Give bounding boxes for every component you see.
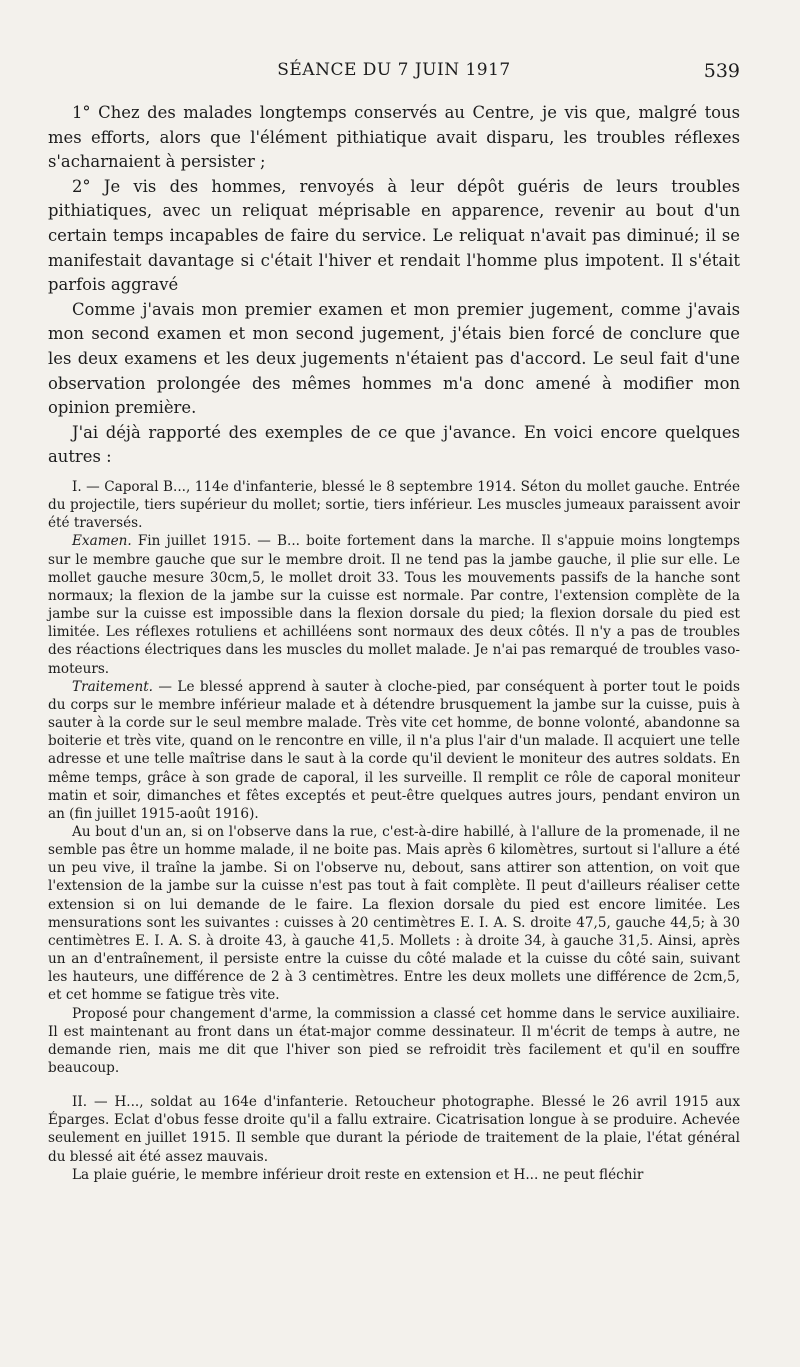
treatment-text: — Le blessé apprend à sauter à cloche-pied, par conséquent à porter tout le poids du corps sur le membre inférieur malade et à détendre brusquement la jambe sur la cuisse, puis à sauter à la corde sur le seul membre malade. Très vite cet homme, de bonne volonté, abandonne sa boiterie et très vite, quand on le rencontre en ville, il n'a plus l'air d'un malade. Il acquiert une telle adresse et une telle maîtrise dans le saut à la corde qu'il devient le moniteur des autres soldats. En même temps, grâce à son grade de caporal, il les surveille. Il remplit ce rôle de caporal moniteur matin et soir, dimanches et fêtes exceptés et peut-être quelques autres jours, pendant environ un an (fin juillet 1915-août 1916). bbox=[48, 678, 740, 822]
case-2-continuation: La plaie guérie, le membre inférieur droit reste en extension et H... ne peut fléchir bbox=[72, 1166, 644, 1183]
case-2-intro: II. — H..., soldat au 164e d'infanterie. Retoucheur photographe. Blessé le 26 avril 1915 aux Éparges. Eclat d'obus fesse droite qu'il a fallu extraire. Cicatrisation longue à se produire. Achevée seulement en juillet 1915. Il semble que durant la période de traitement de la plaie, l'état général du blessé ait été assez mauvais. bbox=[48, 1094, 740, 1165]
page-number: 539 bbox=[703, 60, 740, 82]
case-1-treatment bbox=[48, 678, 740, 823]
paragraph: 2° Je vis des hommes, renvoyés à leur dépôt guéris de leurs troubles pithiatiques, avec un reliquat méprisable en apparence, revenir au bout d'un certain temps incapables de faire du service. Le reliquat n'avait pas diminué; il se manifestait davantage si c'était l'hiver et rendait l'homme plus impotent. Il s'était parfois aggravé bbox=[48, 176, 740, 295]
treatment-label: Traitement. bbox=[72, 678, 153, 695]
exam-label: Examen. bbox=[72, 533, 132, 550]
exam-text: Fin juillet 1915. — B... boite fortement dans la marche. Il s'appuie moins longtemps sur le membre gauche que sur le membre droit. Il ne tend pas la jambe gauche, il plie sur elle. Le mollet gauche mesure 30cm,5, le mollet droit 33. Tous les mouvements passifs de la hanche sont normaux; la flexion de la jambe sur la cuisse est normale. Par contre, l'extension complète de la jambe sur la cuisse est impossible dans la flexion dorsale du pied; la flexion dorsale du pied est limitée. Les réflexes rotuliens et achilléens sont normaux des deux côtés. Il n'y a pas de troubles des réactions électriques dans les muscles du mollet malade. Je n'ai pas remarqué de troubles vaso-moteurs. bbox=[48, 533, 740, 677]
case-1-exam bbox=[48, 532, 740, 677]
case-1-followup: Au bout d'un an, si on l'observe dans la rue, c'est-à-dire habillé, à l'allure de la promenade, il ne semble pas être un homme malade, il ne boite pas. Mais après 6 kilomètres, surtout si l'allure a été un peu vive, il traîne la jambe. Si on l'observe nu, debout, sans attirer son attention, on voit que l'extension de la jambe sur la cuisse n'est pas tout à fait complète. Il peut d'ailleurs réaliser cette extension si on lui demande de le faire. La flexion dorsale du pied est encore limitée. Les mensurations sont les suivantes : cuisses à 20 centimètres E. I. A. S. droite 47,5, gauche 44,5; à 30 centimètres E. I. A. S. à droite 43, à gauche 41,5. Mollets : à droite 34, à gauche 31,5. Ainsi, après un an d'entraînement, il persiste entre la cuisse du côté malade et la cuisse du côté sain, suivant les hauteurs, une différence de 2 à 3 centimètres. Entre les deux mollets une différence de 2cm,5, et cet homme se fatigue très vite. bbox=[48, 823, 740, 1004]
case-reports bbox=[48, 478, 740, 1184]
case-1-outcome: Proposé pour changement d'arme, la commission a classé cet homme dans le service auxiliaire. Il est maintenant au front dans un état-major comme dessinateur. Il m'écrit de temps à autre, ne demande rien, mais me dit que l'hiver son pied se refroidit très facilement et qu'il en souffre beaucoup. bbox=[48, 1005, 740, 1076]
paragraph: Comme j'avais mon premier examen et mon premier jugement, comme j'avais mon second examen et mon second jugement, j'étais bien forcé de conclure que les deux examens et les deux jugements n'étaient pas d'accord. Le seul fait d'une observation prolongée des mêmes hommes m'a donc amené à modifier mon opinion première. bbox=[48, 299, 740, 418]
case-1-intro: I. — Caporal B..., 114e d'infanterie, blessé le 8 septembre 1914. Séton du mollet gauche. Entrée du projectile, tiers supérieur du mollet; sortie, tiers inférieur. Les muscles jumeaux paraissent avoir été traversés. bbox=[48, 479, 740, 532]
page-header bbox=[48, 60, 740, 90]
main-text bbox=[48, 101, 740, 470]
running-title: SÉANCE DU 7 JUIN 1917 bbox=[277, 60, 511, 80]
paragraph: 1° Chez des malades longtemps conservés au Centre, je vis que, malgré tous mes efforts, alors que l'élément pithiatique avait disparu, les troubles réflexes s'acharnaient à persister ; bbox=[48, 103, 740, 172]
paragraph: J'ai déjà rapporté des exemples de ce que j'avance. En voici encore quelques autres : bbox=[48, 422, 740, 467]
